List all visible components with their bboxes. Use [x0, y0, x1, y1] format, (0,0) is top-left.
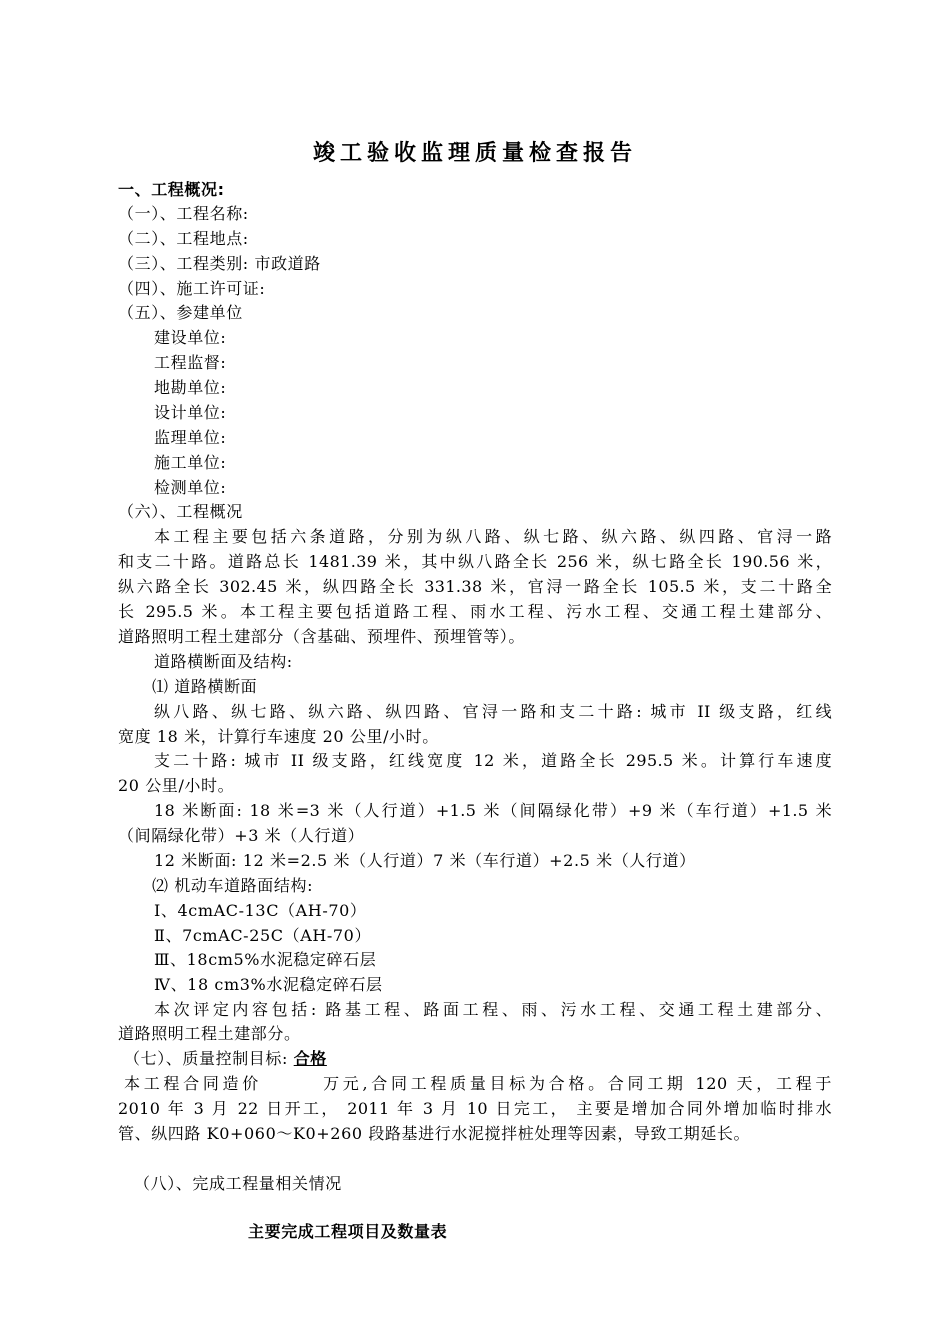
cross-section-subheading: ⑴ 道路横断面	[152, 677, 258, 696]
quality-paragraph-line: 管、纵四路 K0+060～K0+260 段路基进行水泥搅拌桩处理等因素，导致工期延长。	[118, 1124, 751, 1143]
unit-supervision-gov: 工程监督:	[154, 353, 227, 372]
contract-cost-label: 本工程合同造价	[124, 1074, 262, 1093]
evaluation-paragraph-line: 本次评定内容包括: 路基工程、路面工程、雨、污水工程、交通工程土建部分、	[154, 1000, 832, 1019]
pavement-layer: Ⅱ、7cmAC-25C（AH-70）	[154, 926, 372, 945]
quality-target-label: （七）、质量控制目标:	[124, 1049, 288, 1068]
cross-section-paragraph-line: 20 公里/小时。	[118, 776, 235, 795]
overview-paragraph-line: 本工程主要包括六条道路，分别为纵八路、纵七路、纵六路、纵四路、官浔一路	[154, 527, 832, 546]
completed-quantities-heading: （八）、完成工程量相关情况	[134, 1174, 342, 1193]
item-construction-permit: （四）、施工许可证:	[118, 279, 266, 298]
section-18m-line: （间隔绿化带）+3 米（人行道）	[118, 826, 365, 845]
section-12m-line: 12 米断面: 12 米=2.5 米（人行道）7 米（车行道）+2.5 米（人行道）	[154, 851, 696, 870]
item-project-location: （二）、工程地点:	[118, 229, 249, 248]
unit-builder: 建设单位:	[154, 328, 227, 347]
quantities-table-title: 主要完成工程项目及数量表	[248, 1222, 448, 1241]
cross-section-paragraph-line: 支二十路: 城市 II 级支路，红线宽度 12 米，道路全长 295.5 米。计算行车速度	[154, 751, 832, 770]
item-participating-units: （五）、参建单位	[118, 303, 243, 322]
overview-heading: （六）、工程概况	[118, 502, 243, 521]
evaluation-paragraph-line: 道路照明工程土建部分。	[118, 1024, 301, 1043]
overview-paragraph-line: 和支二十路。道路总长 1481.39 米，其中纵八路全长 256 米，纵七路全长 190.56 米，	[118, 552, 832, 571]
cross-section-paragraph-line: 宽度 18 米，计算行车速度 20 公里/小时。	[118, 727, 439, 746]
quality-paragraph-line: 2010 年 3 月 22 日开工， 2011 年 3 月 10 日完工， 主要是增加合同外增加临时排水	[118, 1099, 832, 1118]
cross-section-paragraph-line: 纵八路、纵七路、纵六路、纵四路、官浔一路和支二十路: 城市 II 级支路，红线	[154, 702, 832, 721]
section-18m-line: 18 米断面: 18 米=3 米（人行道）+1.5 米（间隔绿化带）+9 米（车行道）+1.5 米	[154, 801, 832, 820]
quality-target	[124, 1047, 327, 1071]
item-project-category-value: 市政道路	[254, 254, 321, 273]
unit-testing: 检测单位:	[154, 478, 227, 497]
quality-target-value: 合格	[293, 1049, 327, 1068]
quality-paragraph-line	[124, 1072, 832, 1096]
unit-design: 设计单位:	[154, 403, 227, 422]
section-heading-overview: 一、工程概况:	[118, 180, 225, 199]
unit-supervisor: 监理单位:	[154, 428, 227, 447]
item-project-category	[118, 252, 321, 276]
item-project-category-label: （三）、工程类别:	[118, 254, 249, 273]
pavement-structure-heading: ⑵ 机动车道路面结构:	[152, 876, 314, 895]
unit-construction: 施工单位:	[154, 453, 227, 472]
overview-paragraph-line: 道路照明工程土建部分（含基础、预埋件、预埋管等）。	[118, 627, 526, 646]
report-title: 竣工验收监理质量检查报告	[312, 141, 637, 166]
item-project-name: （一）、工程名称:	[118, 204, 249, 223]
overview-paragraph-line: 纵六路全长 302.45 米，纵四路全长 331.38 米，官浔一路全长 105.5 米，支二十路全	[118, 577, 832, 596]
contract-cost-rest: 万元,合同工程质量目标为合格。合同工期 120 天，工程于	[319, 1074, 832, 1093]
pavement-layer: Ⅰ、4cmAC-13C（AH-70）	[154, 901, 367, 920]
pavement-layer: Ⅲ、18cm5%水泥稳定碎石层	[154, 950, 377, 969]
unit-survey: 地勘单位:	[154, 378, 227, 397]
cross-section-heading: 道路横断面及结构:	[154, 652, 293, 671]
overview-paragraph-line: 长 295.5 米。本工程主要包括道路工程、雨水工程、污水工程、交通工程土建部分、	[118, 602, 832, 621]
pavement-layer: Ⅳ、18 cm3%水泥稳定碎石层	[154, 975, 383, 994]
